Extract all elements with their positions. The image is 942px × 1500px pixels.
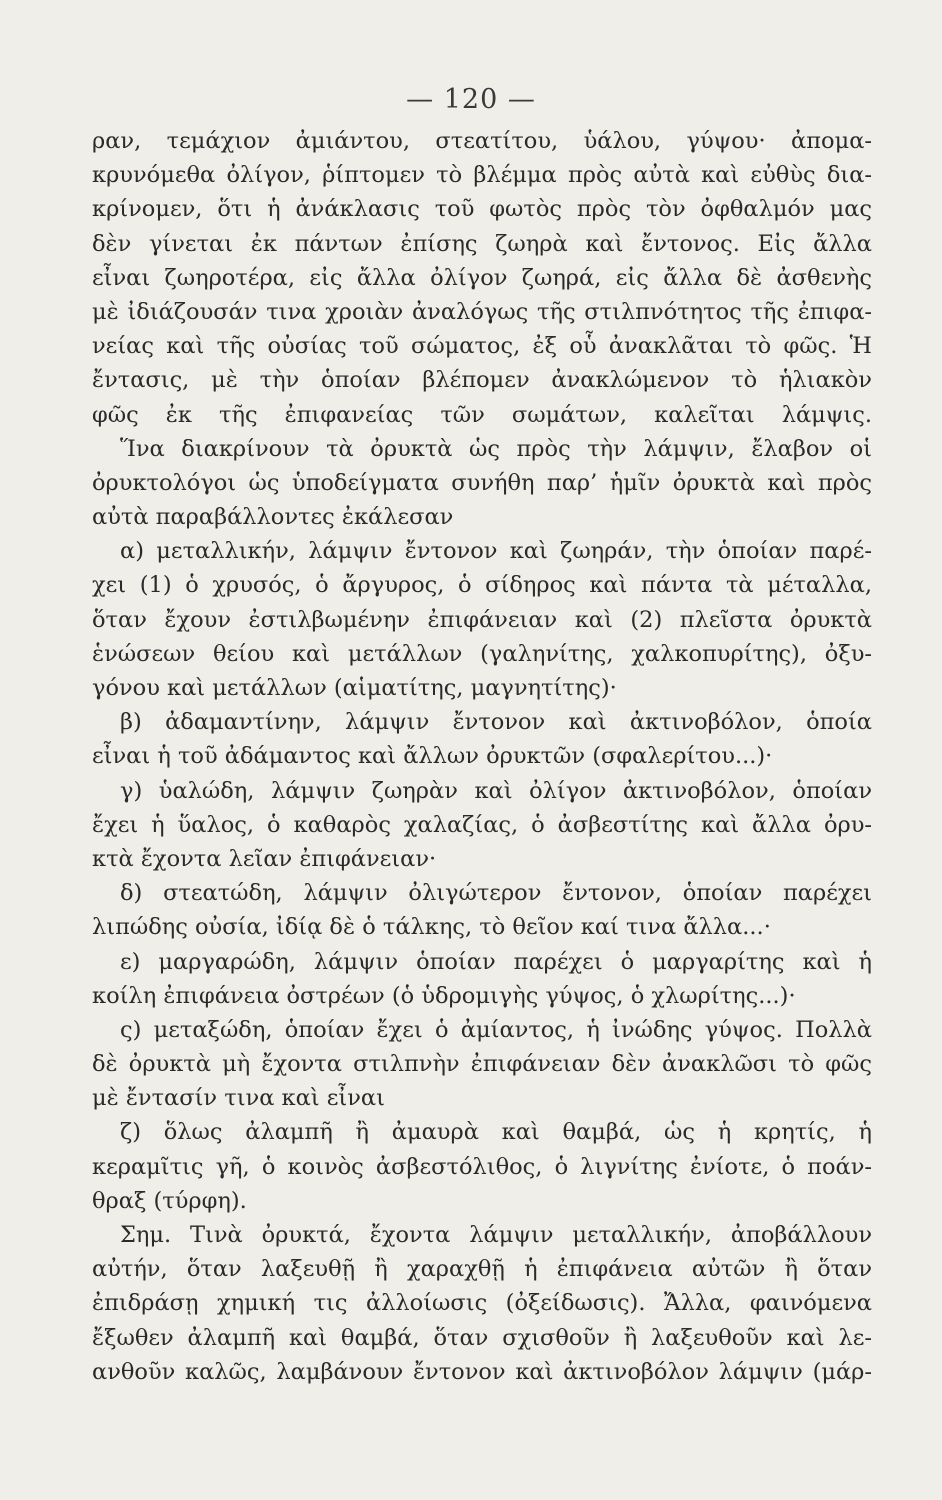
text-line: ε) μαργαρώδη, λάμψιν ὁποίαν παρέχει ὁ μαργαρίτης καὶ ἡ — [120, 948, 872, 975]
text-line: εἶναι ἡ τοῦ ἀδάμαντος καὶ ἄλλων ὀρυκτῶν (σφαλερίτου...)· — [92, 743, 773, 770]
text-line: χει (1) ὁ χρυσός, ὁ ἄργυρος, ὁ σίδηρος καὶ πάντα τὰ μέταλλα, — [92, 572, 872, 599]
text-line: κρίνομεν, ὅτι ἡ ἀνάκλασις τοῦ φωτὸς πρὸς τὸν ὀφθαλμόν μας — [92, 196, 872, 223]
text-line: αὐτὰ παραβάλλοντες ἐκάλεσαν — [92, 504, 454, 531]
text-line: ἔξωθεν ἀλαμπῆ καὶ θαμβά, ὅταν σχισθοῦν ἢ λαξευθοῦν καὶ λε- — [92, 1324, 872, 1351]
text-line: λιπώδης οὐσία, ἰδίᾳ δὲ ὁ τάλκης, τὸ θεῖον καί τινα ἄλλα...· — [92, 914, 771, 941]
text-line: δὲ ὀρυκτὰ μὴ ἔχοντα στιλπνὴν ἐπιφάνειαν δὲν ἀνακλῶσι τὸ φῶς — [92, 1051, 872, 1078]
text-line: ραν, τεμάχιον ἀμιάντου, στεατίτου, ὑάλου, γύψου· ἀπομα- — [92, 128, 872, 154]
text-line: β) ἀδαμαντίνην, λάμψιν ἔντονον καὶ ἀκτινοβόλον, ὁποία — [120, 709, 872, 736]
text-line: α) μεταλλικήν, λάμψιν ἔντονον καὶ ζωηράν, τὴν ὁποίαν παρέ- — [120, 538, 872, 565]
text-line: κεραμῖτις γῆ, ὁ κοινὸς ἀσβεστόλιθος, ὁ λιγνίτης ἐνίοτε, ὁ ποάν- — [92, 1153, 872, 1180]
text-line: ὅταν ἔχουν ἐστιλβωμένην ἐπιφάνειαν καὶ (2) πλεῖστα ὀρυκτὰ — [92, 606, 872, 633]
text-line: Ἵνα διακρίνουν τὰ ὀρυκτὰ ὡς πρὸς τὴν λάμψιν, ἔλαβον οἱ — [120, 435, 872, 462]
text-line: μὲ ἰδιάζουσάν τινα χροιὰν ἀναλόγως τῆς στιλπνότητος τῆς ἐπιφα- — [92, 298, 872, 325]
text-line: ς) μεταξώδη, ὁποίαν ἔχει ὁ ἀμίαντος, ἡ ἰνώδης γύψος. Πολλὰ — [120, 1016, 872, 1043]
text-line: αὐτήν, ὅταν λαξευθῇ ἢ χαραχθῇ ἡ ἐπιφάνεια αὐτῶν ἢ ὅταν — [92, 1256, 872, 1283]
text-line: κοίλη ἐπιφάνεια ὀστρέων (ὁ ὑδρομιγὴς γύψος, ὁ χλωρίτης...)· — [92, 982, 796, 1009]
text-line: ἔχει ἡ ὕαλος, ὁ καθαρὸς χαλαζίας, ὁ ἀσβεστίτης καὶ ἄλλα ὀρυ- — [92, 811, 872, 838]
text-line: Σημ. Τινὰ ὀρυκτά, ἔχοντα λάμψιν μεταλλικήν, ἀποβάλλουν — [120, 1222, 872, 1248]
text-line: ἔντασις, μὲ τὴν ὁποίαν βλέπομεν ἀνακλώμενον τὸ ἡλιακὸν — [92, 367, 872, 394]
text-line: ἑνώσεων θείου καὶ μετάλλων (γαληνίτης, χαλκοπυρίτης), ὀξυ- — [92, 640, 872, 667]
body-text — [92, 124, 872, 1389]
text-line: θραξ (τύρφη). — [92, 1187, 247, 1214]
page-number: — 120 — — [406, 84, 536, 115]
text-line: γόνου καὶ μετάλλων (αἱματίτης, μαγνητίτης)· — [92, 675, 617, 701]
text-line: κρυνόμεθα ὀλίγον, ῥίπτομεν τὸ βλέμμα πρὸς αὐτὰ καὶ εὐθὺς δια- — [92, 162, 872, 189]
text-line: ἐπιδράσῃ χημική τις ἀλλοίωσις (ὀξείδωσις). Ἄλλα, φαινόμενα — [92, 1290, 872, 1317]
text-line: ανθοῦν καλῶς, λαμβάνουν ἔντονον καὶ ἀκτινοβόλον λάμψιν (μάρ- — [92, 1358, 872, 1385]
text-line: νείας καὶ τῆς οὐσίας τοῦ σώματος, ἐξ οὗ ἀνακλᾶται τὸ φῶς. Ἡ — [92, 333, 872, 360]
text-line: ζ) ὅλως ἀλαμπῆ ἢ ἀμαυρὰ καὶ θαμβά, ὡς ἡ κρητίς, ἡ — [120, 1119, 872, 1146]
text-line: γ) ὑαλώδη, λάμψιν ζωηρὰν καὶ ὀλίγον ἀκτινοβόλον, ὁποίαν — [120, 777, 872, 804]
text-line: κτὰ ἔχοντα λεῖαν ἐπιφάνειαν· — [92, 845, 437, 872]
text-line: δ) στεατώδη, λάμψιν ὀλιγώτερον ἔντονον, ὁποίαν παρέχει — [120, 880, 872, 907]
text-line: εἶναι ζωηροτέρα, εἰς ἄλλα ὀλίγον ζωηρά, εἰς ἄλλα δὲ ἀσθενὴς — [92, 264, 872, 291]
text-line: δὲν γίνεται ἐκ πάντων ἐπίσης ζωηρὰ καὶ ἔντονος. Εἰς ἄλλα — [92, 230, 872, 257]
text-line: ὀρυκτολόγοι ὡς ὑποδείγματα συνήθη παρ’ ἡμῖν ὀρυκτὰ καὶ πρὸς — [92, 469, 872, 496]
text-line: φῶς ἐκ τῆς ἐπιφανείας τῶν σωμάτων, καλεῖται λάμψις. — [92, 401, 872, 428]
text-line: μὲ ἔντασίν τινα καὶ εἶναι — [92, 1085, 385, 1112]
